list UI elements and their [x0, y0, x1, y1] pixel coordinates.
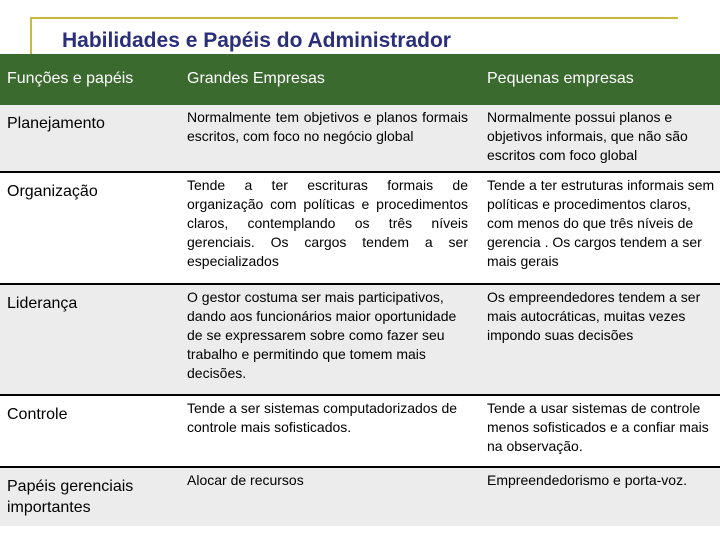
- header-small-companies: Pequenas empresas: [487, 69, 634, 87]
- header-functions: Funções e papéis: [7, 69, 134, 87]
- cell-small: Tende a usar sistemas de controle menos sofisticados e a confiar mais na observação.: [487, 400, 709, 454]
- table-row: [0, 172, 720, 284]
- cell-large: Alocar de recursos: [187, 472, 304, 488]
- page-title: Habilidades e Papéis do Administrador: [62, 29, 451, 52]
- cell-large: Tende a ser sistemas computadorizados de controle mais sofisticados.: [187, 400, 458, 435]
- decorative-top-line: [30, 17, 678, 19]
- header-large-companies: Grandes Empresas: [187, 69, 325, 87]
- table-row: [0, 395, 720, 467]
- cell-large: Tende a ter escrituras formais de organização com políticas e procedimentos claros, contemplando os três níveis gerenciais. Os cargos tendem a ser especializados: [187, 177, 468, 269]
- table-row: [0, 467, 720, 526]
- row-label: Planejamento: [7, 115, 105, 132]
- row-label: Organização: [7, 183, 98, 200]
- row-label: Liderança: [7, 295, 78, 312]
- decorative-left-line: [30, 17, 32, 55]
- cell-large: Normalmente tem objetivos e planos formais escritos, com foco no negócio global: [187, 109, 468, 144]
- cell-small: Tende a ter estruturas informais sem políticas e procedimentos claros, com menos do que três níveis de gerencia . Os cargos tendem a ser mais gerais: [487, 177, 715, 269]
- cell-large: O gestor costuma ser mais participativos, dando aos funcionários maior oportunidade de se expressarem sobre como fazer seu trabalho e permitindo que tomem mais decisões.: [187, 289, 457, 381]
- table-row: [0, 105, 720, 172]
- table-header-row: [0, 54, 720, 105]
- table-row: [0, 284, 720, 395]
- cell-small: Normalmente possui planos e objetivos informais, que não são escritos com foco global: [487, 109, 688, 163]
- comparison-table: [0, 54, 720, 526]
- cell-small: Os empreendedores tendem a ser mais autocráticas, muitas vezes impondo suas decisões: [487, 289, 701, 343]
- row-label: Controle: [7, 406, 68, 423]
- cell-small: Empreendedorismo e porta-voz.: [487, 472, 687, 488]
- row-label: Papéis gerenciais importantes: [7, 478, 134, 516]
